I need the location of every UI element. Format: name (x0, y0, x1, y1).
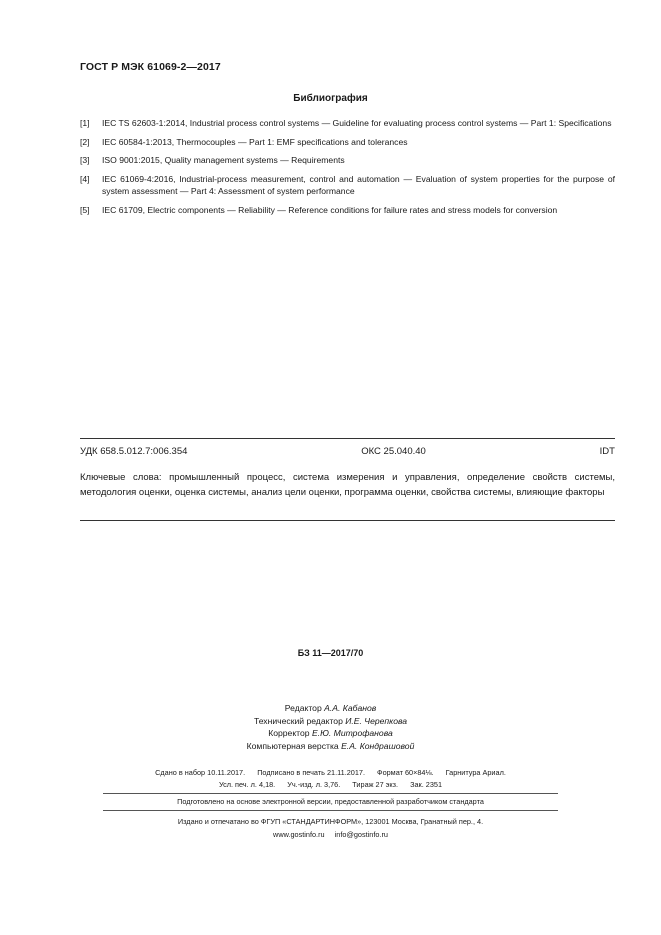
credit-person: Е.А. Кондрашовой (341, 740, 415, 751)
document-header-title: ГОСТ Р МЭК 61069-2—2017 (80, 61, 221, 73)
idt-mark: IDT (599, 446, 615, 457)
source-note: Подготовлено на основе электронной версии, предоставленной разработчиком стандарта (177, 797, 484, 806)
bibliography-list (80, 117, 615, 222)
bibliography-item (80, 204, 615, 217)
bibliography-item-number: [4] (80, 173, 90, 184)
credit-line (0, 702, 661, 715)
keywords-text: Ключевые слова: промышленный процесс, система измерения и управления, определение свойств системы, методология оценки, оценка системы, анализ цели оценки, программа оценки, свойства системы, влияющие факторы (80, 472, 615, 498)
credit-person: И.Е. Черепкова (345, 715, 408, 726)
bibliography-item (80, 154, 615, 167)
bibliography-item-number: [3] (80, 155, 90, 165)
print-info-field: Зак. 2351 (410, 780, 443, 789)
publisher-contacts: www.gostinfo.ru info@gostinfo.ru (273, 830, 388, 839)
bibliography-item (80, 136, 615, 149)
credits-block (0, 702, 661, 752)
divider-line (80, 520, 615, 521)
bibliography-item (80, 173, 615, 198)
credit-person: Е.Ю. Митрофанова (311, 728, 393, 738)
bibliography-item-text: ISO 9001:2015, Quality management systems — Requirements (102, 155, 345, 165)
print-info-field: Уч.-изд. л. 3,76. (287, 780, 341, 789)
credit-line (0, 715, 661, 728)
bibliography-item-number: [1] (80, 118, 90, 128)
print-info-field: Сдано в набор 10.11.2017. (155, 768, 246, 777)
credit-role: Компьютерная верстка (246, 740, 342, 751)
classification-row (80, 446, 615, 457)
bibliography-item-text: IEC TS 62603-1:2014, Industrial process control systems — Guideline for evaluating process control systems — Part 1: Specifications (102, 118, 612, 128)
credit-role: Редактор (284, 703, 325, 713)
print-info-line (0, 767, 661, 779)
oks-code: ОКС 25.040.40 (361, 446, 426, 457)
print-info-line (0, 779, 661, 791)
print-info-field: Тираж 27 экз. (352, 780, 399, 789)
bibliography-item-number: [5] (80, 204, 90, 215)
bibliography-heading: Библиография (293, 93, 368, 104)
print-info-field: Гарнитура Ариал. (445, 768, 506, 777)
print-info-field: Формат 60×84⅛. (377, 768, 434, 777)
divider-line (103, 793, 558, 794)
print-info-field: Подписано в печать 21.11.2017. (257, 768, 365, 777)
divider-line (80, 438, 615, 439)
divider-line (103, 810, 558, 811)
print-info (0, 767, 661, 791)
udk-code: УДК 658.5.012.7:006.354 (80, 446, 188, 457)
publisher-address: Издано и отпечатано во ФГУП «СТАНДАРТИНФОРМ», 123001 Москва, Гранатный пер., 4. (177, 817, 484, 826)
credit-person: А.А. Кабанов (324, 703, 377, 713)
bibliography-item-text: IEC 61709, Electric components — Reliability — Reference conditions for failure rates and stress models for conversion (102, 204, 558, 215)
print-info-field: Усл. печ. л. 4,18. (218, 780, 276, 789)
credit-role: Корректор (268, 728, 312, 738)
bibliography-item-text: IEC 61069-4:2016, Industrial-process measurement, control and automation — Evaluation of system properties for the purpose of system assessment — Part 4: Assessment of system performance (102, 173, 615, 196)
credit-line (0, 740, 661, 753)
bz-number: БЗ 11—2017/70 (297, 648, 364, 658)
bibliography-item-text: IEC 60584-1:2013, Thermocouples — Part 1: EMF specifications and tolerances (102, 136, 408, 147)
credit-line (0, 727, 661, 740)
bibliography-item-number: [2] (80, 136, 90, 147)
publisher-block (0, 815, 661, 841)
credit-role: Технический редактор (253, 715, 346, 726)
bibliography-item (80, 117, 615, 130)
